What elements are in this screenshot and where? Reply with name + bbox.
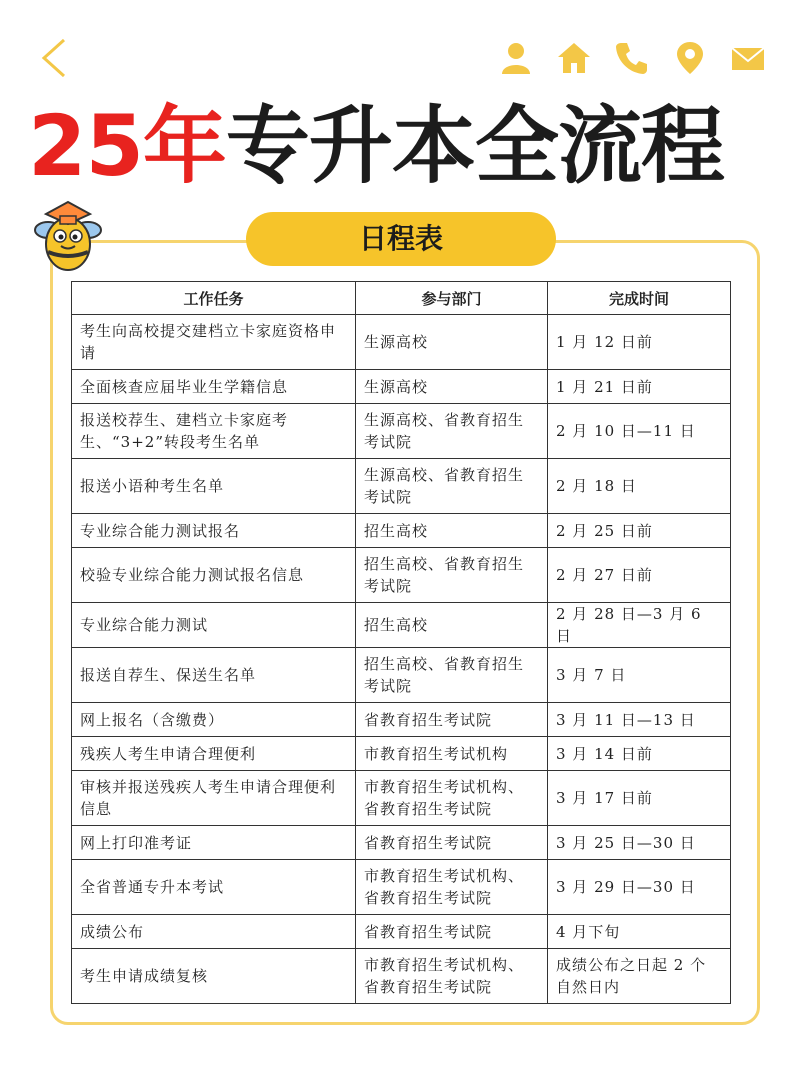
dept-cell: 市教育招生考试机构、省教育招生考试院 [356,860,548,915]
table-row [72,915,731,949]
task-cell: 审核并报送残疾人考生申请合理便利信息 [72,771,356,826]
time-cell: 成绩公布之日起 2 个自然日内 [548,949,731,1004]
time-cell: 3 月 25 日—30 日 [548,826,731,860]
table-row [72,404,731,459]
schedule-table [71,281,731,1004]
table-row [72,860,731,915]
dept-cell: 省教育招生考试院 [356,826,548,860]
task-cell: 报送校荐生、建档立卡家庭考生、“3+2”转段考生名单 [72,404,356,459]
bee-mascot-icon [28,196,108,280]
dept-cell: 招生高校、省教育招生考试院 [356,648,548,703]
time-cell: 2 月 25 日前 [548,514,731,548]
table-row [72,771,731,826]
table-row [72,648,731,703]
time-cell: 3 月 29 日—30 日 [548,860,731,915]
time-cell: 3 月 14 日前 [548,737,731,771]
column-header-dept: 参与部门 [356,282,548,315]
time-cell: 4 月下旬 [548,915,731,949]
dept-cell: 省教育招生考试院 [356,703,548,737]
table-row [72,315,731,370]
task-cell: 专业综合能力测试报名 [72,514,356,548]
dept-cell: 生源高校、省教育招生考试院 [356,459,548,514]
time-cell: 3 月 17 日前 [548,771,731,826]
dept-cell: 省教育招生考试院 [356,915,548,949]
time-cell: 1 月 21 日前 [548,370,731,404]
dept-cell: 生源高校 [356,370,548,404]
task-cell: 全面核查应届毕业生学籍信息 [72,370,356,404]
task-cell: 报送小语种考生名单 [72,459,356,514]
table-row [72,459,731,514]
dept-cell: 招生高校、省教育招生考试院 [356,548,548,603]
task-cell: 全省普通专升本考试 [72,860,356,915]
table-row [72,514,731,548]
dept-cell: 市教育招生考试机构 [356,737,548,771]
dept-cell: 市教育招生考试机构、省教育招生考试院 [356,949,548,1004]
title-text: 专升本全流程 [225,97,724,195]
task-cell: 成绩公布 [72,915,356,949]
table-row [72,548,731,603]
table-header-row [72,282,731,315]
table-row [72,603,731,648]
time-cell: 2 月 10 日—11 日 [548,404,731,459]
phone-icon[interactable] [614,40,650,76]
table-row [72,703,731,737]
table-row [72,370,731,404]
table-row [72,949,731,1004]
title-year: 25年 [28,97,226,195]
schedule-badge: 日程表 [246,212,556,266]
task-cell: 网上打印准考证 [72,826,356,860]
time-cell: 2 月 18 日 [548,459,731,514]
time-cell: 2 月 28 日—3 月 6 日 [548,603,731,648]
dept-cell: 市教育招生考试机构、省教育招生考试院 [356,771,548,826]
task-cell: 专业综合能力测试 [72,603,356,648]
user-icon[interactable] [498,40,534,76]
task-cell: 报送自荐生、保送生名单 [72,648,356,703]
dept-cell: 生源高校、省教育招生考试院 [356,404,548,459]
dept-cell: 生源高校 [356,315,548,370]
time-cell: 3 月 11 日—13 日 [548,703,731,737]
mail-icon[interactable] [730,40,766,76]
location-icon[interactable] [672,40,708,76]
task-cell: 考生向高校提交建档立卡家庭资格申请 [72,315,356,370]
back-icon[interactable] [34,36,74,80]
time-cell: 1 月 12 日前 [548,315,731,370]
header-icon-bar [498,40,766,76]
column-header-time: 完成时间 [548,282,731,315]
dept-cell: 招生高校 [356,603,548,648]
task-cell: 残疾人考生申请合理便利 [72,737,356,771]
time-cell: 3 月 7 日 [548,648,731,703]
page-title [28,96,788,196]
task-cell: 校验专业综合能力测试报名信息 [72,548,356,603]
column-header-task: 工作任务 [72,282,356,315]
table-row [72,737,731,771]
time-cell: 2 月 27 日前 [548,548,731,603]
table-row [72,826,731,860]
dept-cell: 招生高校 [356,514,548,548]
task-cell: 考生申请成绩复核 [72,949,356,1004]
task-cell: 网上报名（含缴费） [72,703,356,737]
home-icon[interactable] [556,40,592,76]
